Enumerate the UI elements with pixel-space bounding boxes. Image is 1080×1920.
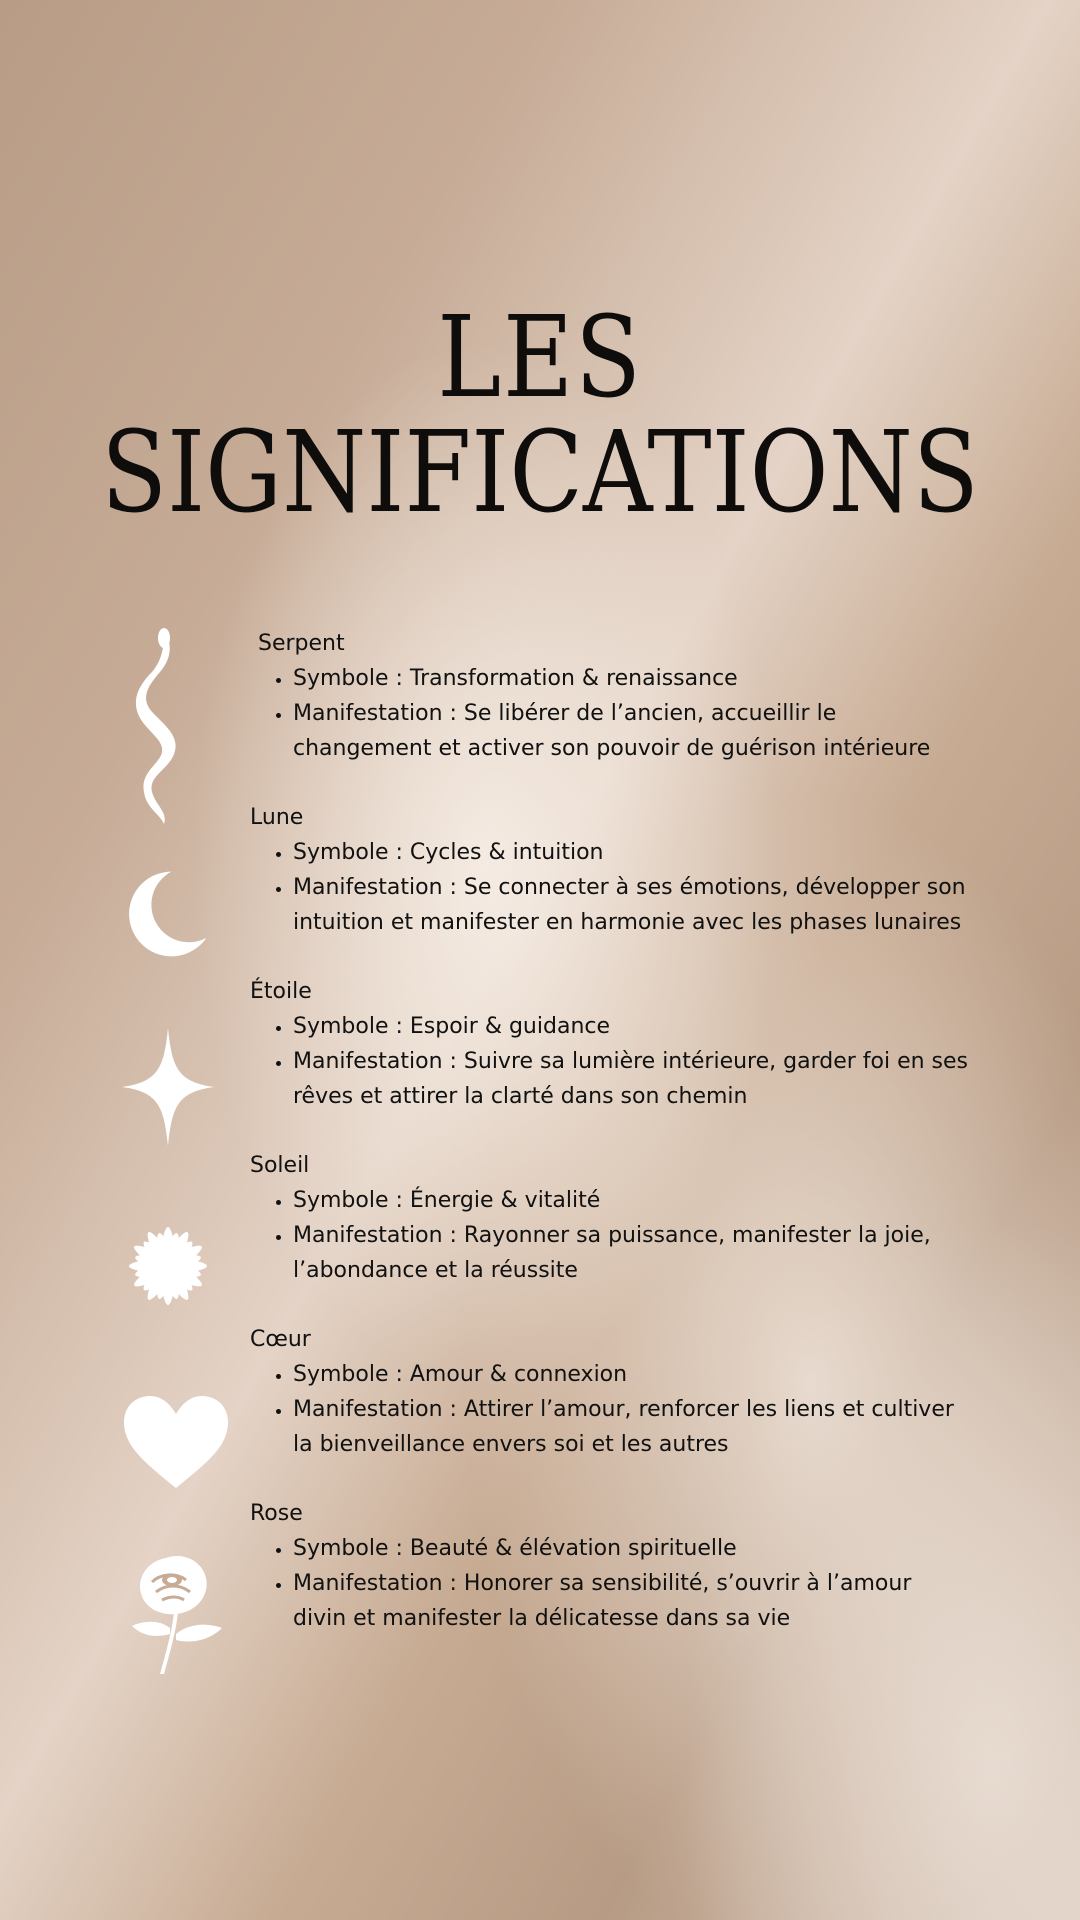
- serpent-icon: [128, 626, 200, 826]
- entry-name: Soleil: [250, 1153, 310, 1178]
- meanings-list: [250, 626, 970, 1636]
- page-title: [76, 293, 1005, 538]
- entry-etoile: [250, 974, 970, 1114]
- entry-name: Lune: [250, 805, 304, 830]
- entry-details: [250, 1009, 970, 1114]
- entry-manifestation: • Manifestation : Se libérer de l’ancien, accueillir le changement et activer son pouvoir de guérison intérieure: [293, 696, 970, 766]
- entry-details: [250, 1183, 970, 1288]
- heart-icon: [124, 1396, 228, 1488]
- entry-manifestation: • Manifestation : Honorer sa sensibilité, s’ouvrir à l’amour divin et manifester la délicatesse dans sa vie: [293, 1566, 970, 1636]
- entry-serpent: [250, 626, 970, 766]
- rose-icon: [126, 1552, 226, 1674]
- entry-name: Serpent: [258, 631, 345, 656]
- sun-icon: [114, 1212, 222, 1320]
- entry-details: [250, 835, 970, 940]
- entry-details: [250, 1531, 970, 1636]
- entry-symbole: • Symbole : Beauté & élévation spirituelle: [293, 1531, 970, 1566]
- entry-manifestation: • Manifestation : Attirer l’amour, renforcer les liens et cultiver la bienveillance envers soi et les autres: [293, 1392, 970, 1462]
- entry-symbole: • Symbole : Transformation & renaissance: [293, 661, 970, 696]
- entry-symbole: • Symbole : Amour & connexion: [293, 1357, 970, 1392]
- entry-details: [250, 661, 970, 766]
- entry-soleil: [250, 1148, 970, 1288]
- entry-lune: [250, 800, 970, 940]
- moon-icon: [118, 868, 210, 960]
- entry-manifestation: • Manifestation : Rayonner sa puissance, manifester la joie, l’abondance et la réussite: [293, 1218, 970, 1288]
- entry-name: Rose: [250, 1501, 303, 1526]
- entry-name: Étoile: [250, 979, 312, 1004]
- entry-coeur: [250, 1322, 970, 1462]
- title-line-1: LES: [437, 293, 643, 424]
- entry-rose: [250, 1496, 970, 1636]
- star-icon: [122, 1028, 214, 1146]
- entry-manifestation: • Manifestation : Se connecter à ses émotions, développer son intuition et manifester en harmonie avec les phases lunaires: [293, 870, 970, 940]
- entry-symbole: • Symbole : Énergie & vitalité: [293, 1183, 970, 1218]
- entry-details: [250, 1357, 970, 1462]
- entry-name: Cœur: [250, 1327, 311, 1352]
- title-line-2: SIGNIFICATIONS: [101, 407, 979, 538]
- entry-symbole: • Symbole : Espoir & guidance: [293, 1009, 970, 1044]
- entry-manifestation: • Manifestation : Suivre sa lumière intérieure, garder foi en ses rêves et attirer la clarté dans son chemin: [293, 1044, 970, 1114]
- entry-symbole: • Symbole : Cycles & intuition: [293, 835, 970, 870]
